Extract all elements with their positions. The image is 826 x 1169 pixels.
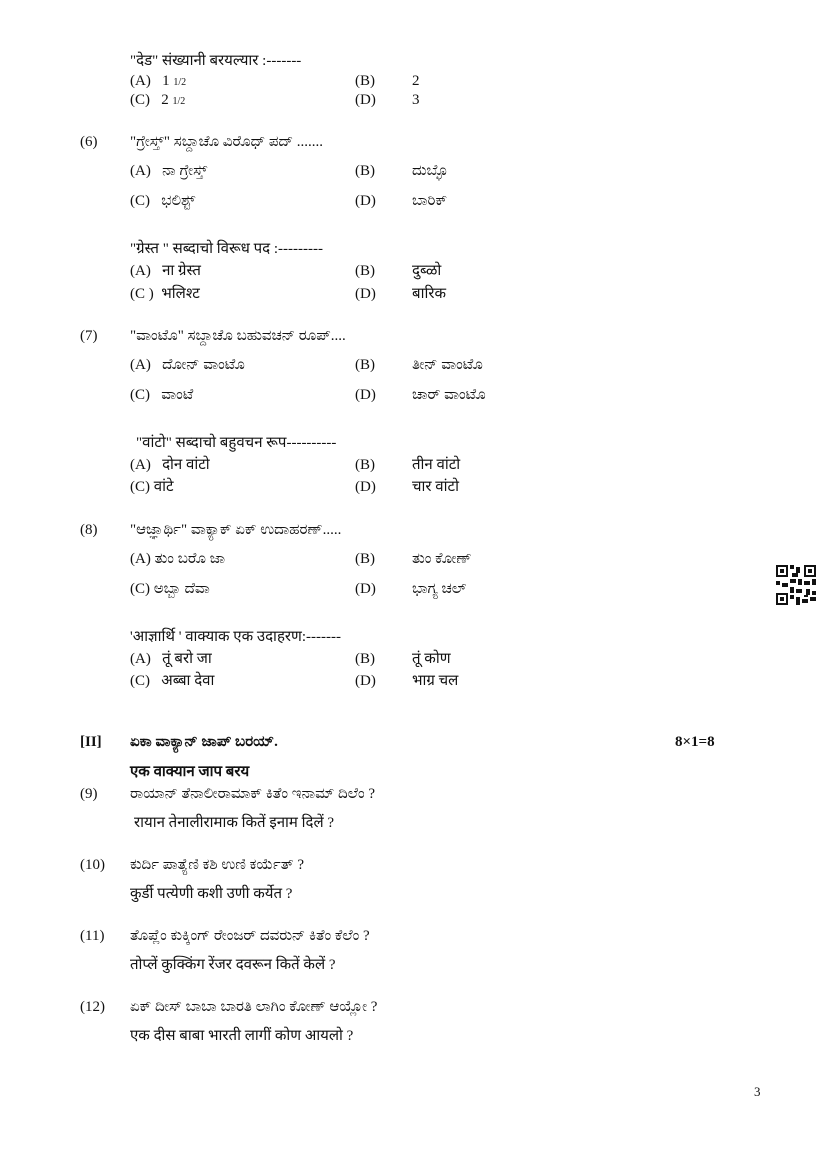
q6-option-b-label: (B)	[355, 163, 375, 179]
section-marks: 8×1=8	[675, 734, 715, 750]
q8-dev-option-b-label: (B)	[355, 651, 375, 667]
section-title-dev: एक वाक्यान जाप बरय	[130, 764, 250, 780]
q5-dev-option-a	[130, 72, 186, 92]
q8-option-d-value: ಭಾಗ್ಯ ಚಲ್	[412, 581, 467, 597]
option-value: 2	[161, 92, 169, 108]
option-value: अब्बा देवा	[161, 673, 215, 689]
q6-option-d-label: (D)	[355, 193, 376, 209]
q10-devanagari-text: कुर्डी पत्येणी कशी उणी कर्येत ?	[130, 886, 293, 902]
q10-kannada-text: ಕುರ್ದಿ ಪಾತ್ಯೆಣಿ ಕಶಿ ಉಣಿ ಕರ್ಯೆತ್ ?	[130, 857, 305, 873]
q7-dev-option-d-label: (D)	[355, 479, 376, 495]
option-fraction: 1/2	[173, 77, 187, 88]
q11-number: (11)	[80, 928, 105, 944]
q8-dev-option-d-label: (D)	[355, 673, 376, 689]
q6-number: (6)	[80, 134, 98, 150]
section-title: ಏಕಾ ವಾಕ್ಯಾನ್ ಜಾಪ್ ಬರಯ್.	[130, 734, 278, 750]
q7-number: (7)	[80, 328, 98, 344]
q7-option-d-value: ಚಾರ್ ವಾಂಟೊ	[412, 387, 486, 403]
q9-kannada-text: ರಾಯಾನ್ ತೆನಾಲೀರಾಮಾಕ್ ಕಿತೆಂ ಇನಾಮ್ ದಿಲೆಂ ?	[130, 786, 376, 802]
q11-kannada-text: ತೊಪ್ಲೆಂ ಕುಕ್ಕಿಂಗ್ ರೇಂಜರ್ ದವರುನ್ ಕಿತೆಂ ಕೆಲೆಂ ?	[130, 928, 370, 944]
q8-option-b-value: ತುಂ ಕೋಣ್	[412, 551, 472, 567]
q7-option-b-label: (B)	[355, 357, 375, 373]
q6-dev-stem: "ग्रेस्त " सब्दाचो विरूध पद :---------	[130, 241, 323, 257]
q11-devanagari-text: तोप्लें कुक्किंग रेंजर दवरून कितें केलें ?	[130, 957, 336, 973]
option-label: (A)	[130, 163, 151, 179]
q6-stem: "ಗ್ರೇಸ್ತ್" ಸಬ್ದಾಚೊ ವಿರೊಧ್ ಪದ್ .......	[130, 134, 324, 150]
q12-devanagari-text: एक दीस बाबा भारती लागीं कोण आयलो ?	[130, 1028, 354, 1044]
q8-option-d-label: (D)	[355, 581, 376, 597]
q10-number: (10)	[80, 857, 105, 873]
option-value: ವಾಂಟೆ	[161, 387, 194, 403]
q8-dev-option-a	[130, 650, 212, 668]
q9-number: (9)	[80, 786, 98, 802]
option-label: (A)	[130, 651, 151, 667]
option-label: (A)	[130, 357, 151, 373]
q8-dev-option-d-value: भाग्र चल	[412, 673, 459, 689]
option-label: (A)	[130, 263, 151, 279]
q6-dev-option-b-value: दुब्ळो	[412, 263, 442, 279]
option-value: 1	[162, 73, 170, 89]
option-label: (C)	[130, 92, 150, 108]
option-label: (A)	[130, 457, 151, 473]
q7-dev-option-a	[130, 456, 210, 474]
option-value: ದೋನ್ ವಾಂಟೊ	[162, 357, 245, 373]
option-value: ना ग्रेस्त	[162, 263, 201, 279]
q5-dev-option-c	[130, 91, 185, 111]
q6-dev-option-c	[130, 285, 200, 303]
q7-dev-option-d-value: चार वांटो	[412, 479, 459, 495]
q7-option-a	[130, 356, 245, 374]
page-number: 3	[754, 1084, 761, 1099]
option-label: (A)	[130, 73, 151, 89]
q7-dev-option-b-value: तीन वांटो	[412, 457, 461, 473]
qr-code-icon	[776, 565, 816, 605]
q6-option-d-value: ಬಾರಿಕ್	[412, 193, 448, 209]
option-value: ಭಲಿಶ್ಟ್	[161, 193, 196, 209]
q6-dev-option-a	[130, 262, 201, 280]
option-label: (C )	[130, 286, 154, 302]
q5-dev-option-d-label: (D)	[355, 92, 376, 108]
q7-option-c	[130, 386, 193, 404]
option-value: भलिश्ट	[161, 286, 200, 302]
option-label: (C)	[130, 673, 150, 689]
q6-dev-option-b-label: (B)	[355, 263, 375, 279]
option-value: दोन वांटो	[162, 457, 210, 473]
q8-number: (8)	[80, 522, 98, 538]
q9-devanagari-text: रायान तेनालीरामाक कितें इनाम दिलें ?	[134, 815, 335, 831]
q5-dev-option-b-label: (B)	[355, 73, 375, 89]
option-label: (C)	[130, 193, 150, 209]
q12-kannada-text: ಏಕ್ ದೀಸ್ ಬಾಬಾ ಬಾರತಿ ಲಾಗಿಂ ಕೋಣ್ ಆಯ್ಲೋ ?	[130, 999, 378, 1015]
q7-dev-option-b-label: (B)	[355, 457, 375, 473]
q6-option-a	[130, 162, 207, 180]
q8-option-c: (C) ಅಬ್ಬಾ ದೆವಾ	[130, 581, 210, 597]
q7-stem: "ವಾಂಟೊ" ಸಬ್ದಾಚೊ ಬಹುವಚನ್ ರೂಪ್....	[130, 328, 346, 344]
q7-dev-option-c: (C) वांटे	[130, 479, 174, 495]
q8-dev-option-b-value: तूं कोण	[412, 651, 451, 667]
option-label: (C)	[130, 387, 150, 403]
q8-stem: "ಆಜ್ಞಾರ್ಥಿ" ವಾಕ್ಯಾಕ್ ಏಕ್ ಉದಾಹರಣ್.....	[130, 522, 342, 538]
q8-dev-option-c	[130, 672, 214, 690]
q5-dev-option-d-value: 3	[412, 92, 420, 108]
q8-option-a: (A) ತುಂ ಬರೊ ಜಾ	[130, 551, 226, 567]
q8-option-b-label: (B)	[355, 551, 375, 567]
option-value: तूं बरो जा	[162, 651, 212, 667]
option-fraction: 1/2	[172, 96, 186, 107]
option-value: ನಾ ಗ್ರೇಸ್ತ್	[162, 163, 208, 179]
q7-option-b-value: ತೀನ್ ವಾಂಟೊ	[412, 357, 483, 373]
q7-dev-stem: "वांटो" सब्दाचो बहुवचन रूप----------	[136, 435, 337, 451]
q12-number: (12)	[80, 999, 105, 1015]
q6-option-b-value: ದುಬ್ಳೊ	[412, 163, 448, 179]
q6-dev-option-d-value: बारिक	[412, 286, 446, 302]
section-number: [II]	[80, 734, 102, 750]
q6-dev-option-d-label: (D)	[355, 286, 376, 302]
q6-option-c	[130, 192, 195, 210]
q7-option-d-label: (D)	[355, 387, 376, 403]
q5-dev-stem: "देड" संख्यानी बरयल्यार :-------	[130, 53, 302, 69]
q8-dev-stem: 'आज्ञार्थि ' वाक्याक एक उदाहरण:-------	[130, 629, 342, 645]
q5-dev-option-b-value: 2	[412, 73, 420, 89]
